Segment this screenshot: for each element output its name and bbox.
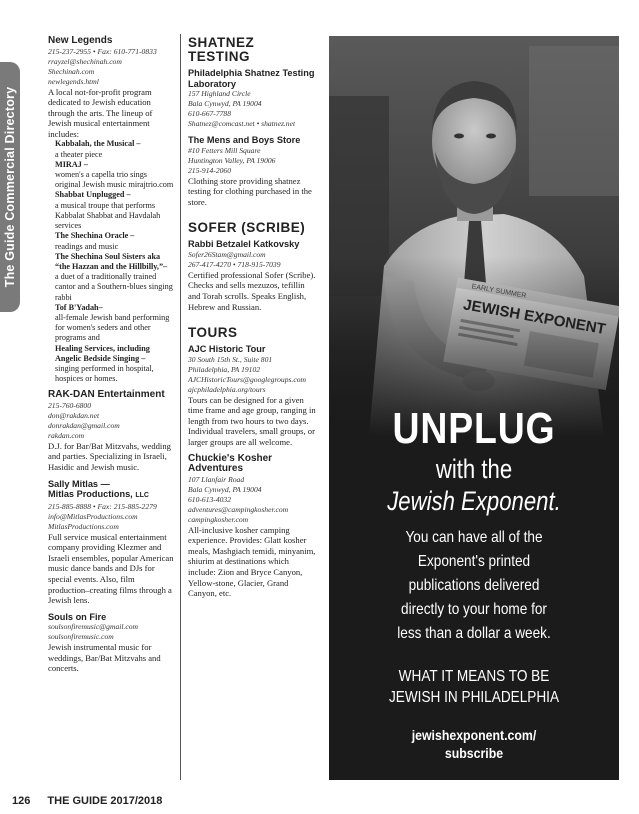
- entry-address: Philadelphia, PA 19102: [188, 364, 261, 374]
- entry-email[interactable]: Shatnez@comcast.net • shatnez.net: [188, 119, 296, 128]
- section-side-tab: [0, 62, 20, 312]
- ad-tagline-line: WHAT IT MEANS TO BE: [398, 668, 550, 685]
- entry-address: 30 South 15th St., Suite 801: [188, 354, 273, 364]
- ad-subscribe-link[interactable]: [346, 726, 601, 762]
- entry-address: Bala Cynwyd, PA 19004: [188, 99, 262, 108]
- entry-address: #10 Fetters Mill Square: [188, 145, 261, 155]
- page-number: 126: [12, 795, 31, 807]
- entry-contact: 215-237-2955 • Fax: 610-771-0833: [48, 46, 157, 56]
- act-desc: women's a capella trio sings original Jewish music mirajtrio.com: [55, 170, 174, 190]
- act-desc: a theater piece: [55, 149, 103, 159]
- ad-photo-man-reading-newspaper: [329, 36, 619, 436]
- entry-website[interactable]: rakdan.com: [48, 430, 85, 440]
- act-title: Shabbat Unplugged –: [55, 190, 131, 200]
- entry-website[interactable]: newlegends.html: [48, 76, 99, 86]
- entry-name: Chuckie's Kosher Adventures: [188, 452, 273, 475]
- entry-website[interactable]: campingkosher.com: [188, 514, 249, 524]
- directory-column-1: [48, 36, 174, 674]
- act-title: Kabbalah, the Musical –: [55, 139, 141, 149]
- entry-description: All-inclusive kosher camping experience. Provides: Glatt kosher meals, Mashgiach temidi, minyanim, shiurim at destinations which include: Zion and Bryce Canyon, Yellow-stone, Glacier, Grand Canyon, etc.: [188, 524, 316, 599]
- entry-address: Huntington Valley, PA 19006: [188, 155, 276, 165]
- entry-website[interactable]: MitlasProductions.com: [48, 521, 119, 531]
- entry-phone: 610-613-4032: [188, 494, 232, 504]
- entry-address: 107 Llanfair Road: [188, 474, 245, 484]
- act-title: The Shechina Oracle –: [55, 231, 135, 241]
- entry-description: Full service musical entertainment company providing Klezmer and Israeli ensembles, popular American music dance bands and DJs for special events. Also, film production–creating films through a Jewish lens.: [48, 531, 174, 606]
- entry-phone: 215-914-2060: [188, 165, 232, 175]
- act-desc: all-female Jewish band performing for women's seders and other programs and: [55, 312, 170, 343]
- entry-description: Certified professional Sofer (Scribe). Checks and sells mezuzos, tefillin and Torah scrolls. Speaks English, Hebrew and Russian.: [188, 269, 316, 312]
- entry-email[interactable]: don@rakdan.net: [48, 410, 100, 420]
- ad-headline: UNPLUG: [392, 404, 556, 453]
- entry-name: Rabbi Betzalel Katkovsky: [188, 239, 300, 250]
- entry-phone: 610-667-7788: [188, 109, 232, 118]
- entry-email[interactable]: info@MitlasProductions.com: [48, 511, 138, 521]
- entry-phone: 215-760-6800: [48, 400, 92, 410]
- column-divider: [180, 34, 181, 780]
- entry-email[interactable]: donrakdan@gmail.com: [48, 420, 120, 430]
- act-title: Tof B'Yadah–: [55, 302, 103, 312]
- ad-body-line: publications delivered: [408, 577, 540, 594]
- entry-email[interactable]: Sofer26Stam@gmail.com: [188, 249, 266, 259]
- act-desc: a musical troupe that performs Kabbalat Shabbat and Havdalah services: [55, 200, 161, 231]
- ad-body-line: directly to your home for: [401, 601, 547, 618]
- entry-description: D.J. for Bar/Bat Mitzvahs, wedding and parties. Specializing in Israeli, Hasidic and Jewish music.: [48, 440, 171, 473]
- entry-email[interactable]: AJCHistoricTours@googlegroups.com: [188, 374, 307, 384]
- entry-name: Sally Mitlas —: [48, 478, 110, 489]
- entry-address: 157 Highland Circle: [188, 89, 251, 98]
- entry-name: The Mens and Boys Store: [188, 135, 301, 145]
- ad-body-line: You can have all of the: [405, 529, 543, 546]
- act-title: The Shechina Soul Sisters aka “the Hazzan and the Hillbilly,”–: [55, 251, 168, 271]
- ad-with: with the: [435, 454, 513, 484]
- section-heading-sofer: SOFER (SCRIBE): [188, 220, 306, 236]
- directory-column-2: [188, 36, 316, 599]
- ad-url-line[interactable]: jewishexponent.com/: [411, 727, 537, 743]
- page-footer: [12, 795, 162, 807]
- entry-website[interactable]: ajcphiladelphia.org/tours: [188, 384, 266, 394]
- entry-name: Souls on Fire: [48, 611, 107, 622]
- entry-description: A local not-for-profit program dedicated to Jewish education through the arts. The lineup of Jewish musical entertainment includes:: [48, 86, 153, 139]
- entry-name: New Legends: [48, 35, 113, 46]
- entry-phone: 267-417-4270 • 718-915-7039: [188, 259, 281, 269]
- entry-website[interactable]: soulsonfiremusic.com: [48, 632, 114, 642]
- act-title: MIRAJ –: [55, 159, 88, 169]
- entry-email[interactable]: soulsonfiremusic@gmail.com: [48, 622, 139, 632]
- entry-name: Philadelphia Shatnez Testing Laboratory: [188, 68, 315, 89]
- entry-email[interactable]: adventures@campingkosher.com: [188, 504, 289, 514]
- entry-name: AJC Historic Tour: [188, 344, 266, 355]
- ad-url-line[interactable]: subscribe: [444, 745, 504, 761]
- entry-name: RAK-DAN Entertainment: [48, 389, 165, 401]
- act-desc: singing performed in hospital, hospices or homes.: [55, 363, 154, 384]
- entry-email[interactable]: rrayzel@shechinah.com: [48, 56, 122, 66]
- entry-description: Clothing store providing shatnez testing for clothing purchased in the store.: [188, 175, 312, 207]
- jewish-exponent-ad[interactable]: [329, 36, 619, 780]
- entry-website[interactable]: Shechinah.com: [48, 66, 95, 76]
- ad-brand: Jewish Exponent.: [387, 486, 561, 516]
- ad-tagline-line: JEWISH IN PHILADELPHIA: [388, 689, 560, 706]
- publication-title: THE GUIDE 2017/2018: [47, 795, 163, 807]
- entry-name-line2: [48, 489, 174, 502]
- side-tab-label: The Guide Commercial Directory: [3, 86, 17, 288]
- ad-tagline: [351, 666, 598, 708]
- entry-company-suffix: LLC: [135, 492, 149, 500]
- ad-body: [351, 526, 598, 646]
- entry-phone: 215-885-8888 • Fax: 215-885-2279: [48, 501, 157, 511]
- entry-description: Tours can be designed for a given time frame and age group, ranging in length from two hours to two days. Individual travelers, small groups, or larger groups are all welcome.: [188, 394, 316, 448]
- ad-body-line: Exponent's printed: [417, 553, 531, 570]
- section-heading-tours: TOURS: [188, 325, 238, 341]
- act-desc: a duet of a traditionally trained cantor and a Southern-blues singing rabbi: [55, 272, 173, 302]
- entry-address: Bala Cynwyd, PA 19004: [188, 484, 262, 494]
- act-title: Healing Services, including Angelic Bedside Singing –: [55, 343, 150, 363]
- act-desc: readings and music: [55, 241, 119, 251]
- ad-body-line: less than a dollar a week.: [397, 625, 551, 642]
- entry-description: Jewish instrumental music for weddings, Bar/Bat Mitzvahs and concerts.: [48, 642, 161, 674]
- section-heading-shatnez: SHATNEZ TESTING: [188, 35, 255, 64]
- entry-company: Mitlas Productions,: [48, 489, 133, 500]
